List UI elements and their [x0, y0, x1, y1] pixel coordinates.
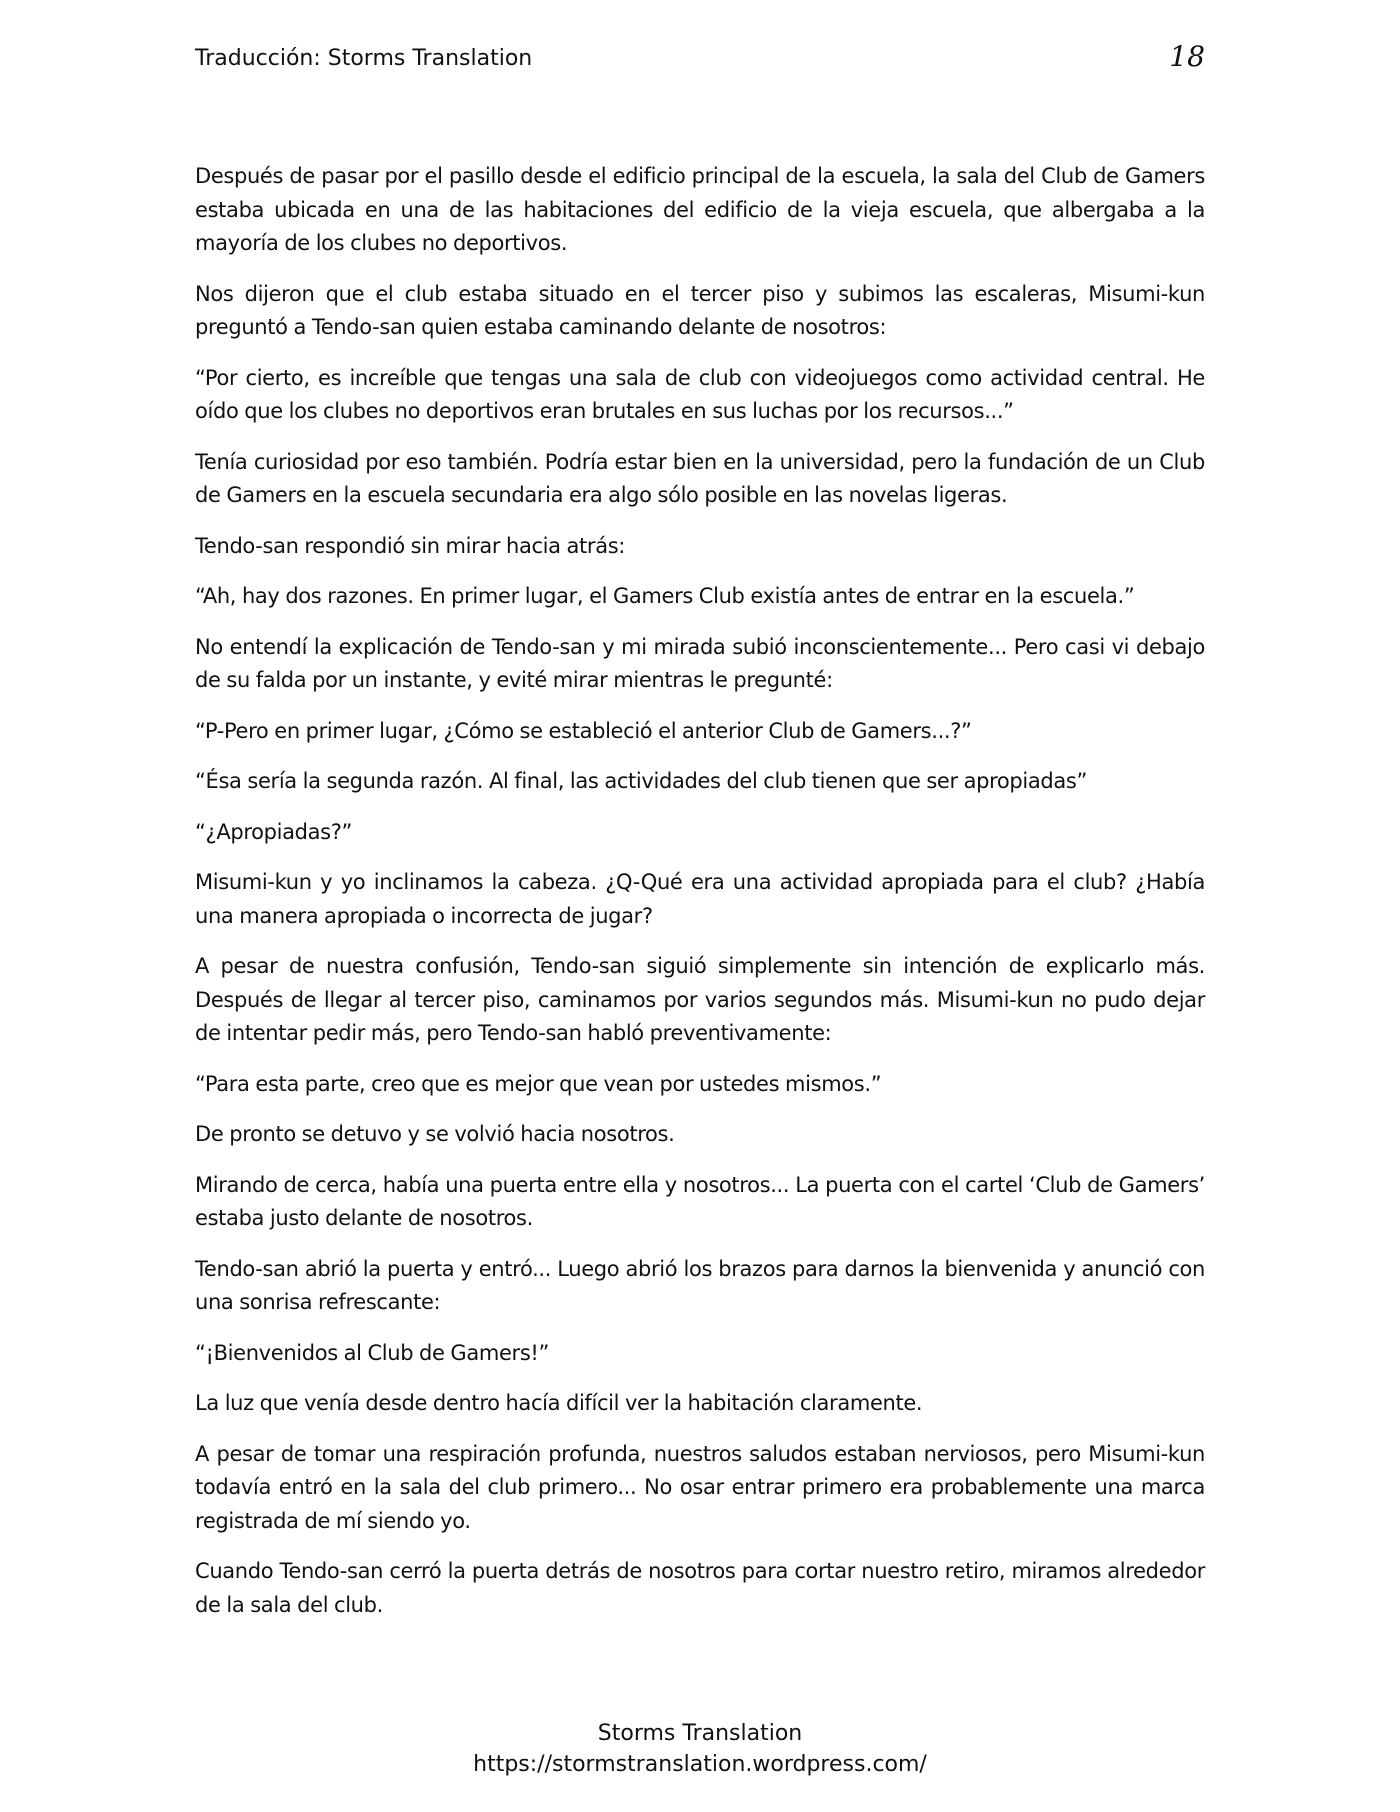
body-text	[195, 160, 1205, 1639]
paragraph: No entendí la explicación de Tendo-san y mi mirada subió inconscientemente... Pero casi vi debajo de su falda por un instante, y evité mirar mientras le pregunté:	[195, 634, 1205, 692]
paragraph: “¡Bienvenidos al Club de Gamers!”	[195, 1340, 550, 1365]
paragraph: “Ésa sería la segunda razón. Al final, las actividades del club tienen que ser apropiadas”	[195, 769, 1088, 793]
paragraph: “Para esta parte, creo que es mejor que vean por ustedes mismos.”	[195, 1071, 882, 1096]
footer-site-name: Storms Translation	[597, 1721, 803, 1746]
paragraph: Nos dijeron que el club estaba situado en el tercer piso y subimos las escaleras, Misumi-kun preguntó a Tendo-san quien estaba caminando delante de nosotros:	[195, 281, 1205, 339]
page-footer	[0, 1718, 1400, 1780]
paragraph: Tenía curiosidad por eso también. Podría estar bien en la universidad, pero la fundación de un Club de Gamers en la escuela secundaria era algo sólo posible en las novelas ligeras.	[195, 449, 1205, 507]
footer-url: https://stormstranslation.wordpress.com/	[473, 1752, 927, 1777]
page-number: 18	[1169, 40, 1205, 73]
paragraph: Después de pasar por el pasillo desde el edificio principal de la escuela, la sala del Club de Gamers estaba ubicada en una de las habitaciones del edificio de la vieja escuela, que albergaba a la mayoría de los clubes no deportivos.	[195, 164, 1205, 255]
paragraph: “Por cierto, es increíble que tengas una sala de club con videojuegos como actividad central. He oído que los clubes no deportivos eran brutales en sus luchas por los recursos...”	[195, 365, 1205, 423]
paragraph: Misumi-kun y yo inclinamos la cabeza. ¿Q-Qué era una actividad apropiada para el club? ¿Había una manera apropiada o incorrecta de jugar?	[195, 870, 1205, 928]
paragraph: Tendo-san respondió sin mirar hacia atrás:	[195, 533, 626, 558]
paragraph: “¿Apropiadas?”	[195, 819, 353, 844]
paragraph: “P-Pero en primer lugar, ¿Cómo se estableció el anterior Club de Gamers...?”	[195, 718, 972, 743]
paragraph: Cuando Tendo-san cerró la puerta detrás de nosotros para cortar nuestro retiro, miramos alrededor de la sala del club.	[195, 1559, 1205, 1617]
paragraph: De pronto se detuvo y se volvió hacia nosotros.	[195, 1122, 675, 1146]
header-title: Traducción: Storms Translation	[195, 46, 533, 71]
page-header	[195, 40, 1205, 80]
paragraph: Mirando de cerca, había una puerta entre ella y nosotros... La puerta con el cartel ‘Club de Gamers’ estaba justo delante de nosotros.	[195, 1172, 1205, 1230]
paragraph: “Ah, hay dos razones. En primer lugar, el Gamers Club existía antes de entrar en la escuela.”	[195, 584, 1135, 608]
paragraph: A pesar de nuestra confusión, Tendo-san siguió simplemente sin intención de explicarlo más. Después de llegar al tercer piso, caminamos por varios segundos más. Misumi-kun no pudo dejar de intentar pedir más, pero Tendo-san habló preventivamente:	[195, 954, 1205, 1045]
paragraph: A pesar de tomar una respiración profunda, nuestros saludos estaban nerviosos, pero Misumi-kun todavía entró en la sala del club primero... No osar entrar primero era probablemente una marca registrada de mí siendo yo.	[195, 1441, 1205, 1533]
paragraph: Tendo-san abrió la puerta y entró... Luego abrió los brazos para darnos la bienvenida y anunció con una sonrisa refrescante:	[195, 1256, 1205, 1314]
paragraph: La luz que venía desde dentro hacía difícil ver la habitación claramente.	[195, 1391, 923, 1415]
